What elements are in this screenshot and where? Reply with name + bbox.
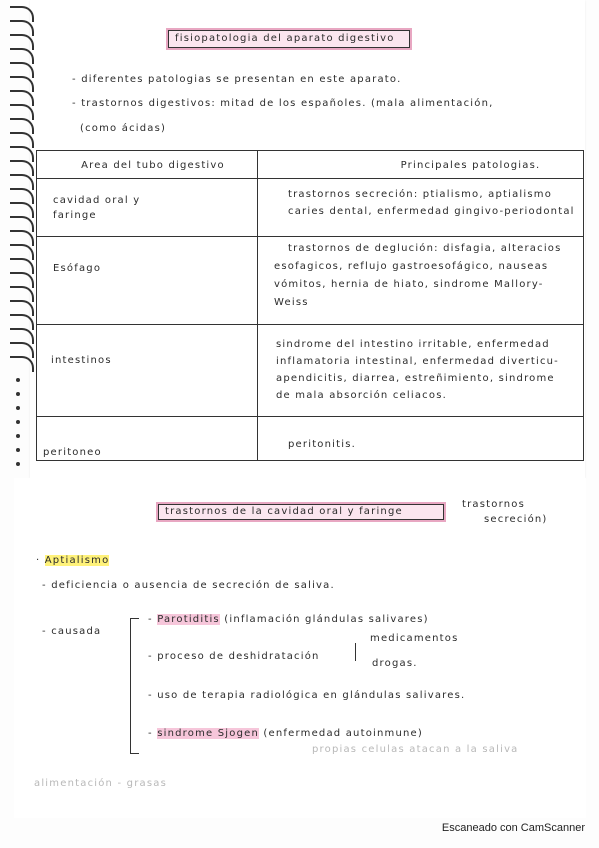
table-header-pathologies — [258, 151, 584, 179]
table-cell-area — [37, 179, 258, 237]
pathology-line: trastornos secreción: ptialismo, aptialismo — [288, 189, 553, 200]
intro-line-2-text: trastornos digestivos: mitad de los españoles. (mala alimentación, — [81, 98, 494, 109]
dehydration-brace — [355, 643, 364, 661]
aptialismo-definition-text: deficiencia o ausencia de secreción de saliva. — [51, 580, 335, 591]
cause-text: uso de terapia radiológica en glándulas salivares. — [157, 690, 466, 701]
table-cell-area — [37, 325, 258, 417]
cause-text: proceso de deshidratación — [157, 651, 320, 662]
cause-item: - uso de terapia radiológica en glándulas salivares. — [148, 690, 466, 701]
area-text: Esófago — [53, 263, 102, 274]
spiral-coil — [10, 356, 34, 372]
spiral-binding — [10, 0, 36, 480]
table-cell-pathologies — [258, 417, 584, 461]
aptialismo-definition: - deficiencia o ausencia de secreción de saliva. — [42, 580, 335, 591]
pathology-table — [36, 150, 584, 461]
pathology-line: peritonitis. — [288, 439, 357, 450]
cause-highlight: sindrome Sjogen — [157, 728, 260, 739]
intro-line-1: - diferentes patologias se presentan en este aparato. — [72, 74, 402, 85]
pathology-line: inflamatoria intestinal, enfermedad diverticu- — [276, 356, 559, 367]
pathology-line: Weiss — [274, 297, 309, 308]
table-row — [37, 179, 584, 237]
faint-note: propias celulas atacan a la saliva — [312, 744, 519, 755]
cause-item: - sindrome Sjogen (enfermedad autoinmune) — [148, 728, 424, 739]
cause-highlight: Parotiditis — [157, 614, 220, 625]
dehydration-branch-1: medicamentos — [370, 633, 459, 644]
camscanner-watermark: Escaneado con CamScanner — [441, 822, 585, 834]
pathology-line: vómitos, hernia de hiato, sindrome Mallory- — [274, 279, 544, 290]
page-title: fisiopatologia del aparato digestivo — [175, 33, 395, 44]
section2-side-note-1: trastornos — [462, 499, 526, 510]
table-header-area — [37, 151, 258, 179]
spiral-hole — [16, 462, 20, 466]
spiral-hole — [16, 406, 20, 410]
cause-text: (enfermedad autoinmune) — [263, 728, 424, 739]
faint-bottom-note: alimentación - grasas — [34, 778, 167, 789]
cause-text: (inflamación glándulas salivares) — [224, 614, 429, 625]
table-header-area-text: Area del tubo digestivo — [81, 160, 225, 171]
causes-label: - causada — [42, 626, 102, 637]
intro-line-3: (como ácidas) — [80, 123, 167, 134]
intro-line-2: - trastornos digestivos: mitad de los españoles. (mala alimentación, — [72, 98, 494, 109]
table-row — [37, 325, 584, 417]
area-text: cavidad oral y — [53, 195, 141, 206]
table-cell-area — [37, 417, 258, 461]
pathology-line: de mala absorción celiacos. — [276, 390, 447, 401]
spiral-hole — [16, 392, 20, 396]
area-text: peritoneo — [43, 447, 102, 458]
pathology-line: caries dental, enfermedad gingivo-periodontal — [288, 206, 575, 217]
spiral-hole — [16, 434, 20, 438]
table-header-pathologies-text: Principales patologias. — [400, 160, 541, 171]
table-cell-pathologies — [258, 179, 584, 237]
section2-side-note-2: secreción) — [484, 514, 548, 525]
table-row — [37, 417, 584, 461]
aptialismo-heading: · Aptialismo — [36, 555, 110, 566]
table-cell-area — [37, 237, 258, 325]
notebook-sheet-bottom — [14, 478, 586, 818]
intro-line-1-text: diferentes patologias se presentan en este aparato. — [81, 74, 402, 85]
aptialismo-heading-text: Aptialismo — [44, 555, 110, 566]
causes-label-text: causada — [51, 626, 102, 637]
pathology-line: trastornos de deglución: disfagia, alteracios — [288, 243, 562, 254]
table-row — [37, 237, 584, 325]
area-text: intestinos — [51, 355, 112, 366]
pathology-line: sindrome del intestino irritable, enfermedad — [276, 339, 550, 350]
table-cell-pathologies — [258, 325, 584, 417]
pathology-line: apendicitis, diarrea, estreñimiento, sindrome — [276, 373, 555, 384]
area-text: faringe — [53, 210, 97, 221]
causes-bracket — [130, 618, 139, 754]
cause-item: - proceso de deshidratación — [148, 651, 320, 662]
section2-title: trastornos de la cavidad oral y faringe — [165, 506, 403, 517]
spiral-hole — [16, 448, 20, 452]
table-header-row — [37, 151, 584, 179]
spiral-hole — [16, 378, 20, 382]
dehydration-branch-2: drogas. — [372, 658, 418, 669]
cause-item: - Parotiditis (inflamación glándulas salivares) — [148, 614, 429, 625]
pathology-line: esofagicos, reflujo gastroesofágico, nauseas — [274, 261, 549, 272]
spiral-hole — [16, 420, 20, 424]
table-cell-pathologies — [258, 237, 584, 325]
